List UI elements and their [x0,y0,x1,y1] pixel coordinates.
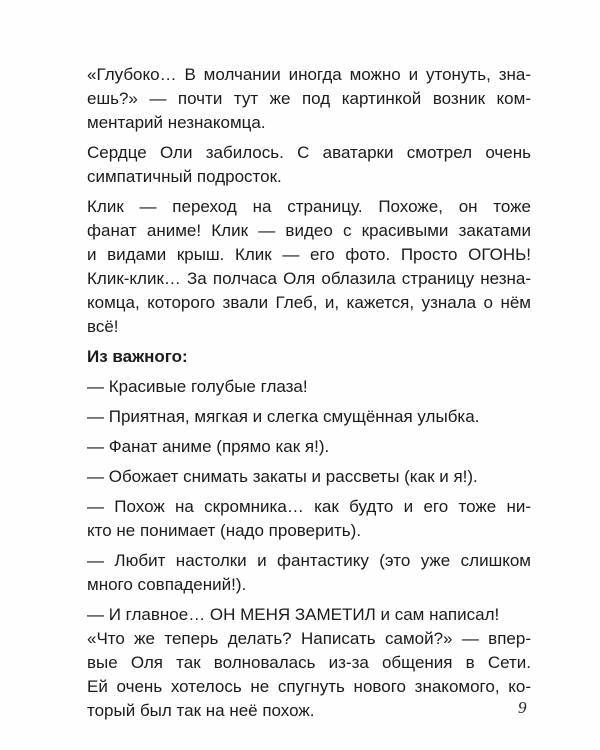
page-number: 9 [518,698,527,717]
text-line: ешь?» — почти тут же под картинкой возник ком- [87,89,531,108]
text-line: — Приятная, мягкая и слегка смущённая улыбка. [87,407,480,426]
text-line: Сердце Оли забилось. С аватарки смотрел очень [87,143,531,162]
list-item [87,435,531,459]
body-text [87,63,531,723]
paragraph-final [87,627,531,723]
text-line: «Глубоко… В молчании иногда можно и утонуть, зна- [87,65,531,84]
text-line: «Что же теперь делать? Написать самой?» — впер- [87,629,531,648]
heading-line: Из важного: [87,347,188,366]
paragraph-heart [87,141,531,189]
list-item [87,375,531,399]
text-line: — Красивые голубые глаза! [87,377,308,396]
list-item [87,465,531,489]
text-line: ментарий незнакомца. [87,113,266,132]
text-line: и видами крыш. Клик — его фото. Просто ОГОНЬ! [87,245,531,264]
list-item [87,405,531,429]
list-item [87,495,531,543]
text-line: — Похож на скромника… как будто и его тоже ни- [87,497,531,516]
text-line: — Любит настолки и фантастику (это уже слишком [87,551,531,570]
text-line: комца, которого звали Глеб, и, кажется, узнала о нём [87,293,531,312]
paragraph-comment [87,63,531,135]
text-line: фанат аниме! Клик — видео с красивыми закатами [87,221,531,240]
text-line: — Фанат аниме (прямо как я!). [87,437,330,456]
text-line: — И главное… ОН МЕНЯ ЗАМЕТИЛ и сам написал! [87,605,500,624]
list-item [87,603,531,627]
list-item [87,549,531,597]
text-line: симпатичный подросток. [87,167,282,186]
paragraph-clicks [87,195,531,339]
text-line: всё! [87,317,119,336]
text-line: торый был так на неё похож. [87,701,315,720]
text-line: Клик-клик… За полчаса Оля облазила страницу незна- [87,269,531,288]
text-line: кто не понимает (надо проверить). [87,521,362,540]
text-line: вые Оля так волновалась из-за общения в Сети. [87,653,531,672]
text-line: Ей очень хотелось не спугнуть нового знакомого, ко- [87,677,531,696]
text-line: Клик — переход на страницу. Похоже, он тоже [87,197,531,216]
list-heading [87,345,531,369]
text-line: много совпадений!). [87,575,247,594]
text-line: — Обожает снимать закаты и рассветы (как и я!). [87,467,478,486]
